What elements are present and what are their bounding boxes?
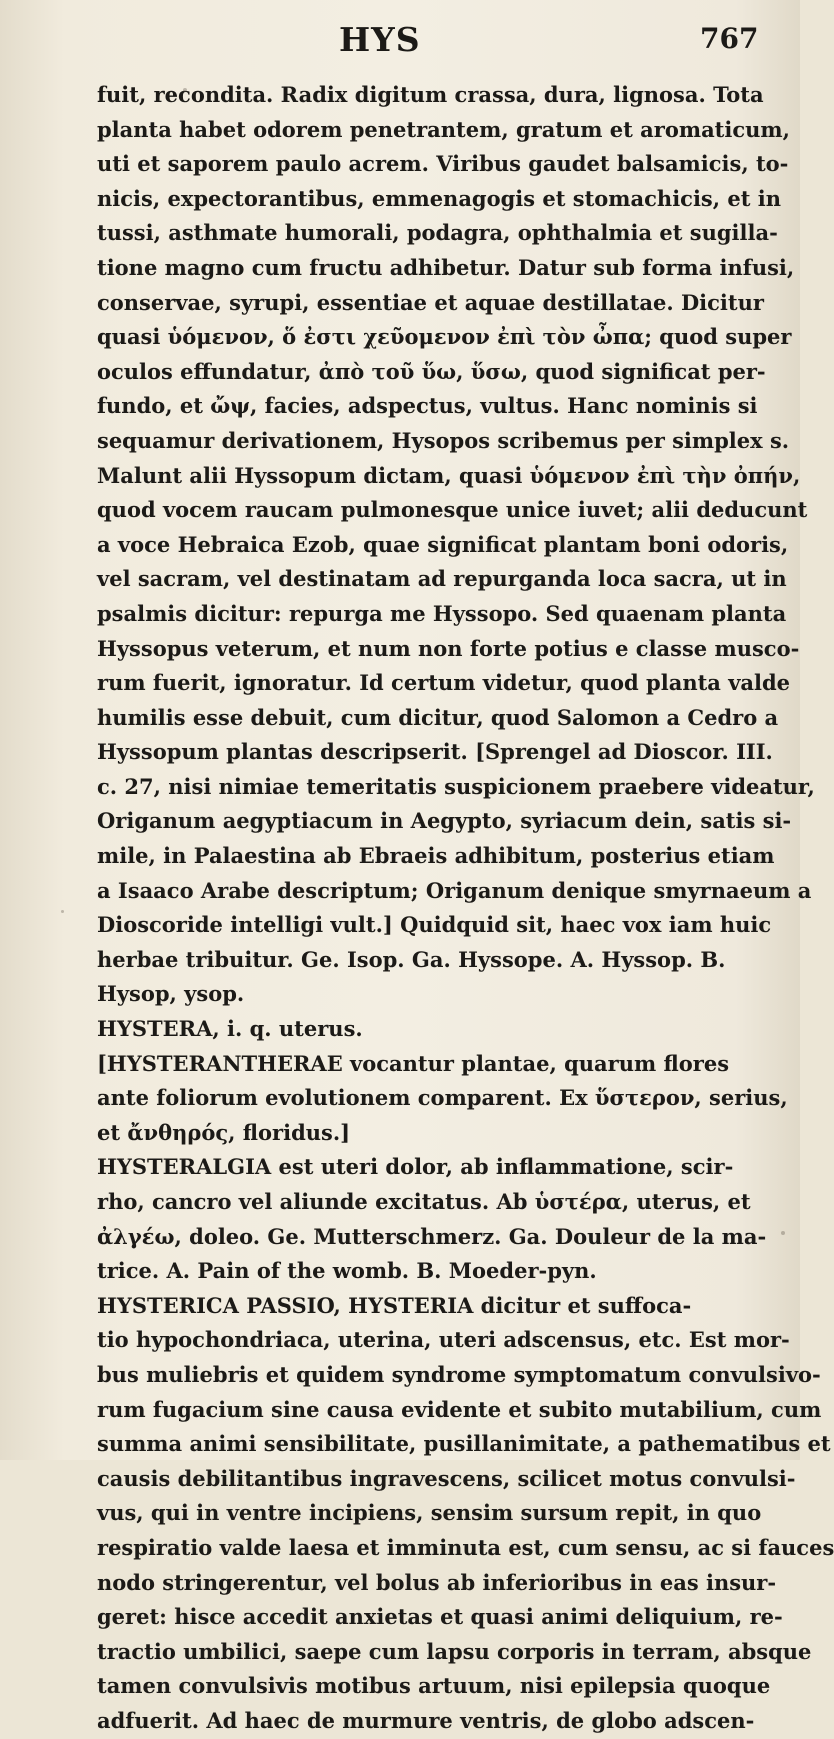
- text-line: quasi ὑόμενον, ὅ ἐστι χεῦομενον ἐπὶ τὸν ὦπα; quod super: [97, 324, 792, 350]
- paper-speck: [781, 1231, 785, 1235]
- paper-speck: [183, 88, 187, 92]
- text-line: tamen convulsivis motibus artuum, nisi epilepsia quoque: [97, 1673, 771, 1699]
- text-line: tio hypochondriaca, uterina, uteri adscensus, etc. Est mor-: [97, 1327, 790, 1353]
- text-line: et ἄνθηρός, floridus.]: [97, 1119, 351, 1145]
- text-line: trice. A. Pain of the womb. B. Moeder-pyn.: [97, 1258, 597, 1284]
- text-line: summa animi sensibilitate, pusillanimitate, a pathematibus et: [97, 1431, 831, 1457]
- text-line: conservae, syrupi, essentiae et aquae destillatae. Dicitur: [97, 289, 764, 315]
- text-line: vel sacram, vel destinatam ad repurganda loca sacra, ut in: [97, 566, 787, 592]
- text-line: Dioscoride intelligi vult.] Quidquid sit, haec vox iam huic: [97, 912, 772, 938]
- text-line: tussi, asthmate humorali, podagra, ophthalmia et sugilla-: [97, 220, 778, 246]
- text-line: Origanum aegyptiacum in Aegypto, syriacum dein, satis si-: [97, 808, 792, 834]
- text-line: HYSTERICA PASSIO, HYSTERIA dicitur et suffoca-: [97, 1292, 692, 1318]
- running-title: HYS: [339, 20, 421, 59]
- text-line: Hyssopus veterum, et num non forte potius e classe musco-: [97, 635, 800, 661]
- text-line: tione magno cum fructu adhibetur. Datur sub forma infusi,: [97, 254, 795, 280]
- text-line: humilis esse debuit, cum dicitur, quod Salomon a Cedro a: [97, 704, 779, 730]
- text-line: nicis, expectorantibus, emmenagogis et stomachicis, et in: [97, 185, 781, 211]
- text-line: c. 27, nisi nimiae temeritatis suspicionem praebere videatur,: [97, 773, 815, 799]
- text-line: respiratio valde laesa et imminuta est, cum sensu, ac si fauces: [97, 1534, 834, 1560]
- text-body: [97, 78, 834, 1739]
- text-line: mile, in Palaestina ab Ebraeis adhibitum, posterius etiam: [97, 843, 775, 869]
- text-line: bus muliebris et quidem syndrome symptomatum convulsivo-: [97, 1361, 821, 1387]
- text-line: Hysop, ysop.: [97, 981, 245, 1007]
- text-line: Malunt alii Hyssopum dictam, quasi ὑόμενον ἐπὶ τὴν ὀπήν,: [97, 462, 801, 488]
- text-line: Hyssopum plantas descripserit. [Sprengel ad Dioscor. III.: [97, 739, 773, 765]
- text-line: geret: hisce accedit anxietas et quasi animi deliquium, re-: [97, 1604, 783, 1630]
- text-line: ante foliorum evolutionem comparent. Ex ὕστερον, serius,: [97, 1085, 788, 1111]
- text-line: tractio umbilici, saepe cum lapsu corporis in terram, absque: [97, 1638, 812, 1664]
- text-line: fundo, et ὤψ, facies, adspectus, vultus. Hanc nominis si: [97, 393, 758, 419]
- text-line: adfuerit. Ad haec de murmure ventris, de globo adscen-: [97, 1707, 755, 1733]
- text-line: HYSTERA, i. q. uterus.: [97, 1016, 363, 1042]
- paper-speck: [61, 910, 64, 913]
- text-line: a Isaaco Arabe descriptum; Origanum denique smyrnaeum a: [97, 877, 812, 903]
- text-line: ἀλγέω, doleo. Ge. Mutterschmerz. Ga. Douleur de la ma-: [97, 1223, 767, 1249]
- text-line: fuit, recondita. Radix digitum crassa, dura, lignosa. Tota: [97, 82, 764, 107]
- paper-speck: [742, 402, 745, 405]
- text-line: [HYSTERANTHERAE vocantur plantae, quarum flores: [97, 1050, 730, 1076]
- text-line: psalmis dicitur: repurga me Hyssopo. Sed quaenam planta: [97, 600, 787, 626]
- running-header: [0, 6, 800, 66]
- text-line: quod vocem raucam pulmonesque unice iuvet; alii deducunt: [97, 497, 808, 523]
- text-line: a voce Hebraica Ezob, quae significat plantam boni odoris,: [97, 531, 789, 557]
- text-line: oculos effundatur, ἀπὸ τοῦ ὕω, ὕσω, quod significat per-: [97, 358, 766, 384]
- text-line: rum fuerit, ignoratur. Id certum videtur, quod planta valde: [97, 670, 791, 696]
- text-line: sequamur derivationem, Hysopos scribemus per simplex s.: [97, 427, 790, 453]
- page-number: 767: [700, 22, 759, 55]
- text-line: planta habet odorem penetrantem, gratum et aromaticum,: [97, 116, 790, 142]
- text-line: uti et saporem paulo acrem. Viribus gaudet balsamicis, to-: [97, 151, 789, 177]
- text-line: rum fugacium sine causa evidente et subito mutabilium, cum: [97, 1396, 822, 1422]
- text-line: causis debilitantibus ingravescens, scilicet motus convulsi-: [97, 1465, 796, 1491]
- text-line: vus, qui in ventre incipiens, sensim sursum repit, in quo: [97, 1500, 762, 1526]
- text-line: nodo stringerentur, vel bolus ab inferioribus in eas insur-: [97, 1569, 777, 1595]
- text-line: HYSTERALGIA est uteri dolor, ab inflammatione, scir-: [97, 1154, 734, 1180]
- text-line: herbae tribuitur. Ge. Isop. Ga. Hyssope. A. Hyssop. B.: [97, 946, 726, 972]
- text-line: rho, cancro vel aliunde excitatus. Ab ὑστέρα, uterus, et: [97, 1189, 751, 1214]
